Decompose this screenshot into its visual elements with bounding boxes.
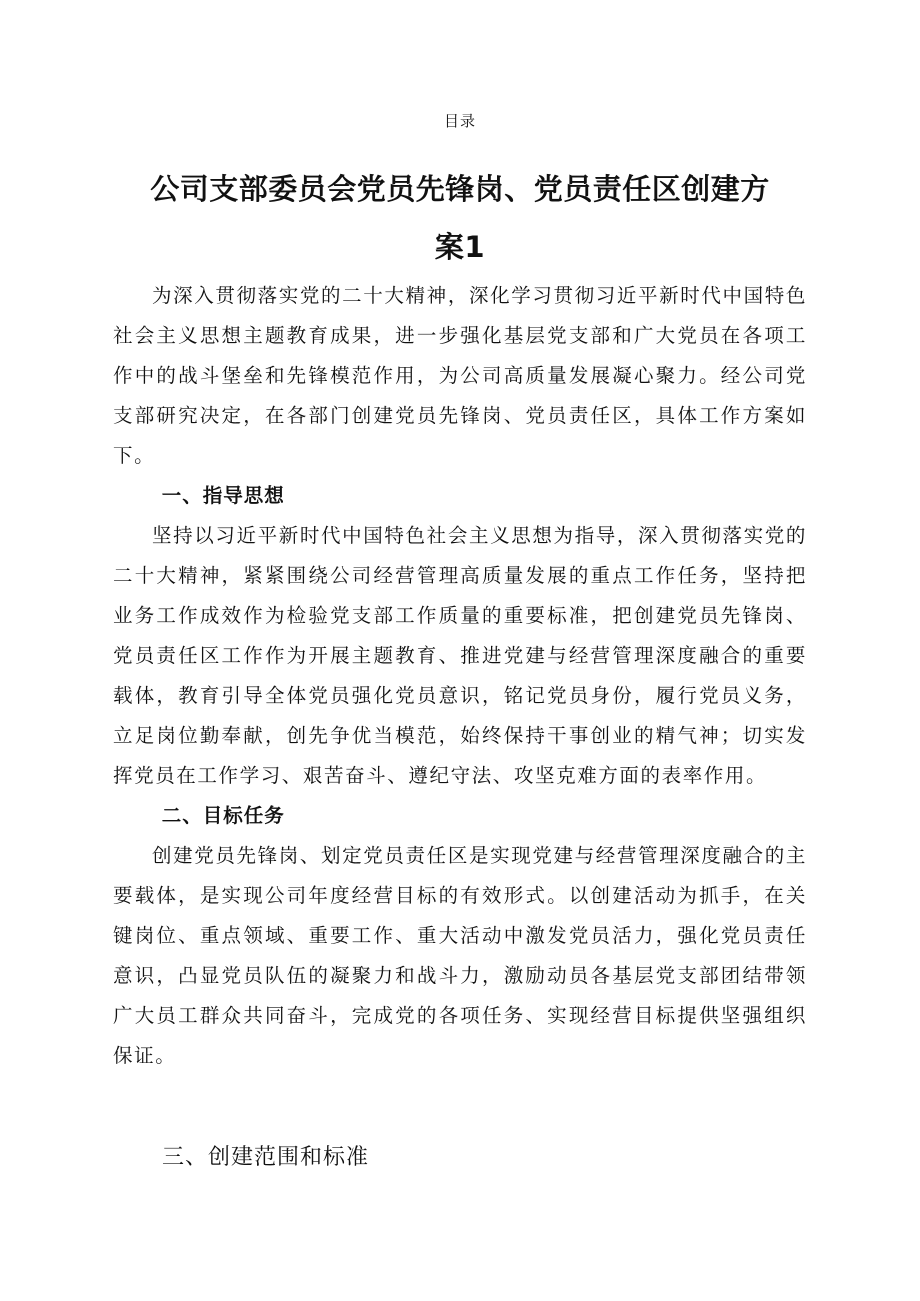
document-title: 公司支部委员会党员先锋岗、党员责任区创建方案1 (150, 172, 770, 264)
guiding-ideology-paragraph: 坚持以习近平新时代中国特色社会主义思想为指导，深入贯彻落实党的二十大精神，紧紧围绕公司经营管理高质量发展的重点工作任务，坚持把业务工作成效作为检验党支部工作质量的重要标准，把创建党员先锋岗、党员责任区工作作为开展主题教育、推进党建与经营管理深度融合的重要载体，教育引导全体党员强化党员意识，铭记党员身份，履行党员义务，立足岗位勤奉献，创先争优当模范，始终保持干事创业的精气神；切实发挥党员在工作学习、艰苦奋斗、遵纪守法、攻坚克难方面的表率作用。 (113, 524, 807, 787)
toc-label: 目录 (443, 112, 476, 130)
objectives-paragraph: 创建党员先锋岗、划定党员责任区是实现党建与经营管理深度融合的主要载体，是实现公司年度经营目标的有效形式。以创建活动为抓手，在关键岗位、重点领域、重要工作、重大活动中激发党员活力，强化党员责任意识，凸显党员队伍的凝聚力和战斗力，激励动员各基层党支部团结带领广大员工群众共同奋斗，完成党的各项任务、实现经营目标提供坚强组织保证。 (113, 844, 807, 1067)
section-heading-scope-and-standards: 三、创建范围和标准 (162, 1145, 370, 1170)
section-heading-guiding-ideology: 一、指导思想 (161, 484, 285, 507)
document-body (113, 276, 807, 1076)
intro-paragraph: 为深入贯彻落实党的二十大精神，深化学习贯彻习近平新时代中国特色社会主义思想主题教育成果，进一步强化基层党支部和广大党员在各项工作中的战斗堡垒和先锋模范作用，为公司高质量发展凝心聚力。经公司党支部研究决定，在各部门创建党员先锋岗、党员责任区，具体工作方案如下。 (113, 284, 807, 467)
section-heading-objectives: 二、目标任务 (161, 804, 285, 827)
